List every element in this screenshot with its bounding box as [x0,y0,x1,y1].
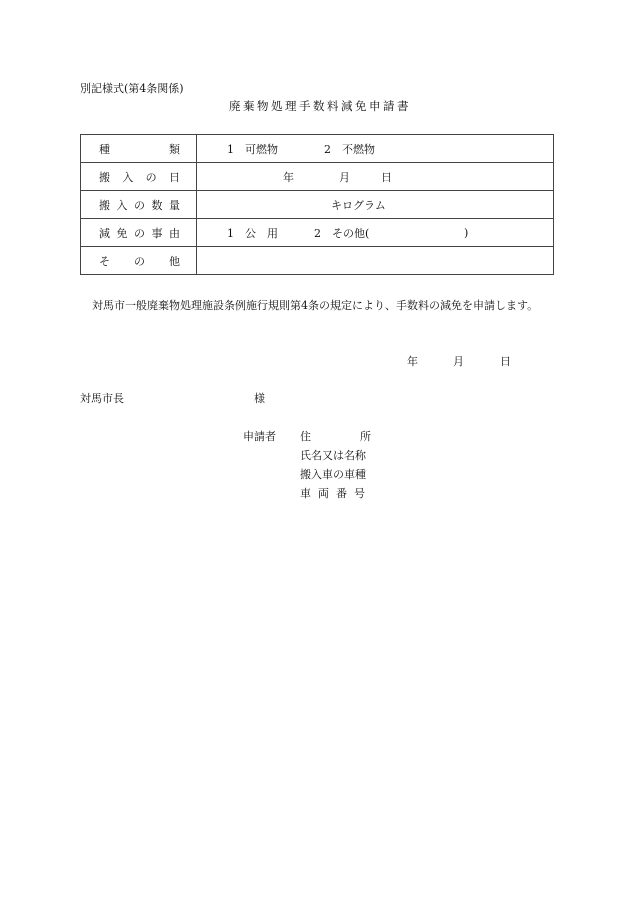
value-type[interactable] [197,135,554,163]
label-quantity: 搬入の数量 [81,191,197,219]
field-name: 氏名又は名称 [300,449,366,462]
table-row-type [81,135,554,163]
field-address: 住 所 [300,430,371,443]
submit-day: 日 [500,355,511,368]
table-row-date [81,163,554,191]
value-reason[interactable] [197,219,554,247]
applicant-label: 申請者 [243,430,276,443]
submit-year: 年 [407,355,418,368]
form-reference: 別記様式(第4条関係) [80,82,184,95]
label-reason: 減免の事由 [81,219,197,247]
option-combustible[interactable]: 1 可燃物 [227,142,278,156]
option-other[interactable]: 2 その他( [314,226,370,240]
date-month: 月 [339,170,350,184]
addressee-suffix: 様 [254,392,265,405]
field-vehicle-number: 車両番号 [300,487,372,500]
document-title: 廃棄物処理手数料減免申請書 [229,99,411,113]
label-remarks: その他 [81,247,197,275]
table-row-quantity [81,191,554,219]
value-date[interactable] [197,163,554,191]
unit-kilogram: キログラム [331,198,386,212]
date-year: 年 [283,170,294,184]
option-public[interactable]: 1 公 用 [227,226,278,240]
application-table [80,134,554,275]
submit-month: 月 [453,355,464,368]
value-remarks[interactable] [197,247,554,275]
label-type: 種 類 [81,135,197,163]
option-other-close: ) [464,226,469,239]
addressee-name: 対馬市長 [80,392,124,405]
date-day: 日 [381,170,392,184]
statement-text: 対馬市一般廃棄物処理施設条例施行規則第4条の規定により、手数料の減免を申請します。 [92,299,539,312]
option-noncombustible[interactable]: 2 不燃物 [324,142,375,156]
value-quantity[interactable] [197,191,554,219]
table-row-reason [81,219,554,247]
table-row-remarks [81,247,554,275]
label-date: 搬入の日 [81,163,197,191]
field-vehicle-type: 搬入車の車種 [300,468,366,481]
